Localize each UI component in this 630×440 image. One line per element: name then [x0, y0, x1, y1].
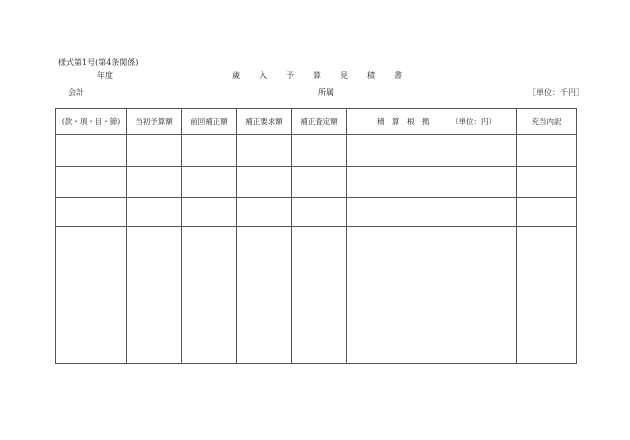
document-title [232, 71, 402, 81]
table-cell [56, 198, 127, 227]
table-row [56, 227, 577, 364]
title-char: 書 [394, 71, 402, 80]
basis-label: 積 算 根 拠 [377, 117, 430, 126]
table-cell [292, 167, 347, 198]
title-char: 歳 [232, 71, 240, 80]
table-cell [56, 135, 127, 167]
column-header-basis [347, 109, 517, 135]
fiscal-year-label: 年度 [97, 71, 113, 80]
table-cell [517, 227, 577, 364]
table-cell [182, 198, 237, 227]
table-cell [127, 167, 182, 198]
table-row [56, 135, 577, 167]
column-header-previous-revision: 前回補正額 [182, 109, 237, 135]
table-cell [292, 135, 347, 167]
column-header-category: (款・項・目・節) [56, 109, 127, 135]
table-cell [182, 135, 237, 167]
title-char: 予 [286, 71, 294, 80]
table-cell [237, 198, 292, 227]
table-cell [56, 167, 127, 198]
department-label: 所属 [318, 88, 334, 97]
table-cell [237, 135, 292, 167]
table-cell [127, 227, 182, 364]
form-number: 様式第1号(第4条関係) [58, 58, 139, 67]
column-header-revision-assessed: 補正査定額 [292, 109, 347, 135]
column-header-allocation: 充当内訳 [517, 109, 577, 135]
table-row [56, 167, 577, 198]
table-cell [127, 135, 182, 167]
table-cell [347, 135, 517, 167]
unit-label: ［単位：千円］ [528, 88, 584, 97]
table-cell [127, 198, 182, 227]
title-char: 算 [313, 71, 321, 80]
table-cell [292, 198, 347, 227]
table-cell [347, 198, 517, 227]
budget-estimate-table [55, 108, 577, 364]
table-cell [237, 227, 292, 364]
table-cell [56, 227, 127, 364]
column-header-revision-request: 補正要求額 [237, 109, 292, 135]
table-cell [517, 135, 577, 167]
table-cell [182, 227, 237, 364]
table-row [56, 198, 577, 227]
table-cell [517, 167, 577, 198]
title-char: 積 [367, 71, 375, 80]
table-header-row [56, 109, 577, 135]
table-cell [292, 227, 347, 364]
table-cell [182, 167, 237, 198]
table-cell [347, 227, 517, 364]
title-char: 見 [340, 71, 348, 80]
table-cell [347, 167, 517, 198]
title-char: 入 [259, 71, 267, 80]
basis-unit-label: （単位：円） [451, 117, 496, 126]
account-label: 会計 [68, 88, 84, 97]
table-cell [237, 167, 292, 198]
column-header-initial-budget: 当初予算額 [127, 109, 182, 135]
table-cell [517, 198, 577, 227]
